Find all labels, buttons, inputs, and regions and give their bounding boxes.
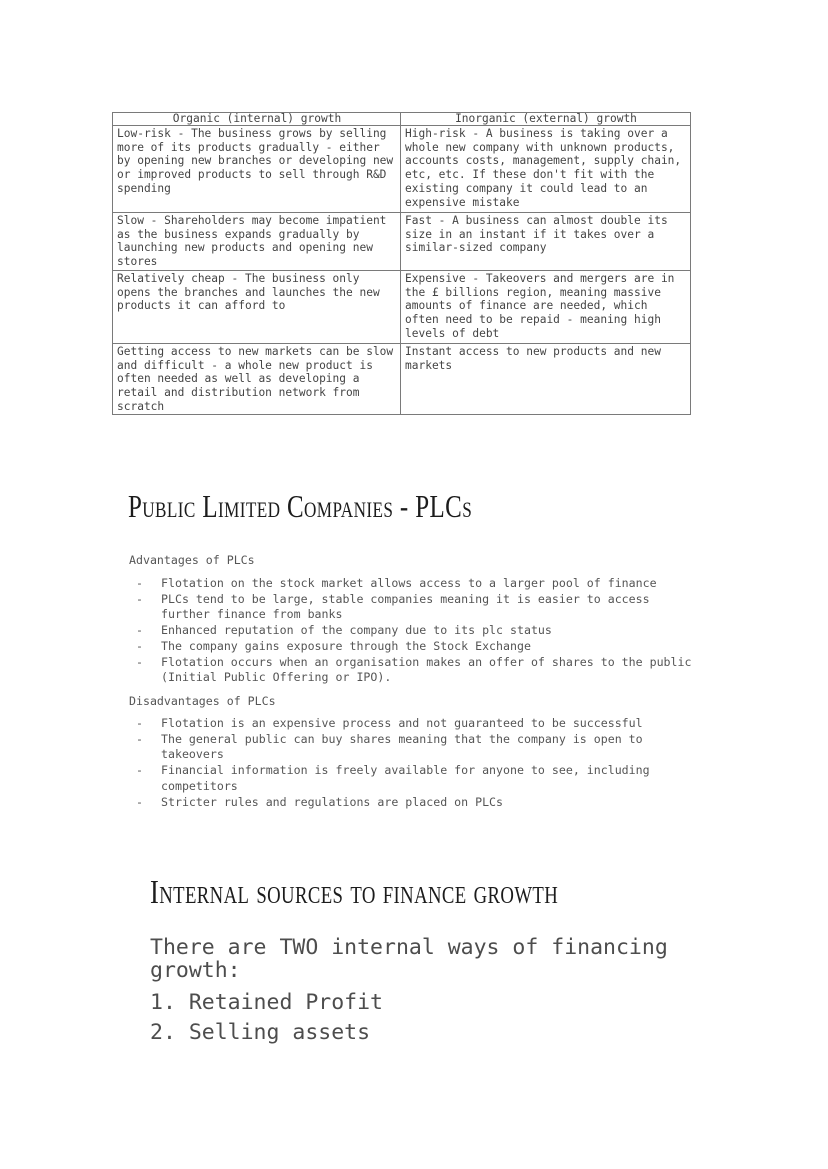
table-cell: Instant access to new products and new markets: [401, 343, 691, 415]
list-item: - Enhanced reputation of the company due to its plc status: [136, 623, 696, 639]
list-item: - PLCs tend to be large, stable companies meaning it is easier to access further finance from banks: [136, 592, 696, 623]
list-item: - The general public can buy shares meaning that the company is open to takeovers: [136, 732, 696, 763]
header-organic: Organic (internal) growth: [113, 113, 401, 126]
table-cell: High-risk - A business is taking over a whole new company with unknown products, accounts costs, management, supply chain, etc, etc. If these don't fit with the existing company it could lead to an expensive mistake: [401, 126, 691, 213]
list-item: 1. Retained Profit: [150, 990, 383, 1015]
list-item: - Flotation is an expensive process and not guaranteed to be successful: [136, 716, 696, 732]
table-cell: Low-risk - The business grows by selling more of its products gradually - either by opening new branches or developing new or improved products to sell through R&D spending: [113, 126, 401, 213]
internal-finance-heading: Internal sources to finance growth: [150, 874, 559, 911]
list-item: - Financial information is freely available for anyone to see, including competitors: [136, 763, 696, 794]
internal-intro: There are TWO internal ways of financing growth:: [150, 935, 668, 983]
table-header-row: [113, 113, 691, 126]
disadvantages-list: [136, 716, 696, 810]
internal-ways-list: [150, 988, 383, 1048]
table-row: [113, 343, 691, 415]
list-item: - Flotation on the stock market allows access to a larger pool of finance: [136, 576, 696, 592]
header-inorganic: Inorganic (external) growth: [401, 113, 691, 126]
disadvantages-label: Disadvantages of PLCs: [129, 694, 276, 708]
list-item: 2. Selling assets: [150, 1020, 371, 1045]
table-cell: Slow - Shareholders may become impatient as the business expands gradually by launching new products and opening new stores: [113, 213, 401, 271]
advantages-list: [136, 576, 696, 686]
table-cell: Fast - A business can almost double its size in an instant if it takes over a similar-sized company: [401, 213, 691, 271]
table-cell: Relatively cheap - The business only opens the branches and launches the new products it can afford to: [113, 270, 401, 343]
plc-heading: Public Limited Companies - PLCs: [128, 488, 473, 524]
table-row: [113, 126, 691, 213]
growth-comparison-table: [112, 112, 691, 415]
table-cell: Getting access to new markets can be slow and difficult - a whole new product is often needed as well as developing a retail and distribution network from scratch: [113, 343, 401, 415]
list-item: - Stricter rules and regulations are placed on PLCs: [136, 795, 696, 811]
table-cell: Expensive - Takeovers and mergers are in the £ billions region, meaning massive amounts of finance are needed, which often need to be repaid - meaning high levels of debt: [401, 270, 691, 343]
list-item: - Flotation occurs when an organisation makes an offer of shares to the public (Initial Public Offering or IPO).: [136, 655, 696, 686]
advantages-label: Advantages of PLCs: [129, 553, 255, 567]
table-row: [113, 213, 691, 271]
table-row: [113, 270, 691, 343]
list-item: - The company gains exposure through the Stock Exchange: [136, 639, 696, 655]
